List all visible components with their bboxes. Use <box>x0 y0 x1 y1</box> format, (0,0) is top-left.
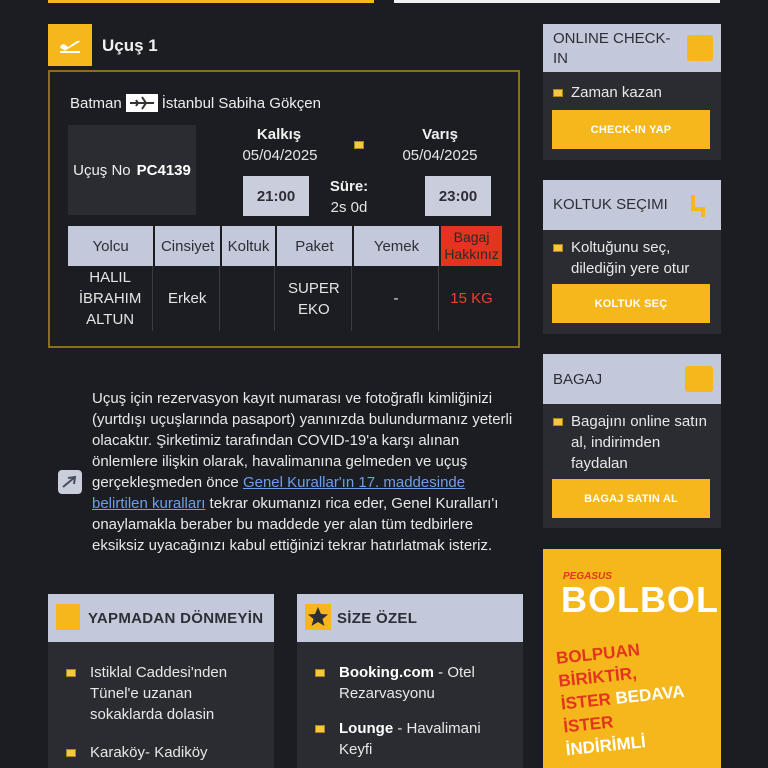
info-text-before: Uçuş için rezervasyon kayıt numarası ve fotoğraflı kimliğinizi (yurtdışı uçuşlarında pasaport) yanınızda bulundurmanız yeterli olacaktır. Şirketimiz tarafından COVID-19'a karşı alınan önlemlere ilişkin olarak, havalimanına gelmeden ve uçuş gerçekleşmeden önce <box>92 390 513 491</box>
special-card <box>297 594 523 768</box>
promo-line3b: BEDAVA <box>614 681 686 708</box>
top-banner-right <box>394 0 720 3</box>
plane-icon <box>126 94 158 112</box>
checkin-card <box>543 24 721 160</box>
seat-title: KOLTUK SEÇIMI <box>553 196 668 213</box>
seat-benefit-text: Koltuğunu seç, dilediğin yere otur <box>571 239 690 277</box>
bolbol-promo-banner[interactable] <box>543 549 721 768</box>
list-item <box>66 742 266 763</box>
promo-line4: İSTER <box>562 712 615 737</box>
col-package: Paket <box>277 226 352 266</box>
baggage-title: BAGAJ <box>553 371 603 388</box>
col-seat: Koltuk <box>222 226 275 266</box>
map-pin-icon <box>56 604 80 630</box>
ticket-icon <box>354 141 364 149</box>
info-text <box>92 388 520 556</box>
route <box>70 94 321 112</box>
plane-info-icon <box>58 470 82 494</box>
dont-miss-card <box>48 594 274 768</box>
departure-date: 05/04/2025 <box>242 147 318 164</box>
col-baggage: Bagaj Hakkınız <box>441 226 502 266</box>
checkin-benefit <box>553 82 662 103</box>
plane-takeoff-icon <box>48 24 92 66</box>
suitcase-icon <box>685 366 713 392</box>
departure-time: 21:00 <box>243 176 309 216</box>
table-row <box>68 266 502 331</box>
promo-brand: BOLBOL <box>561 579 719 620</box>
flight-number: PC4139 <box>136 161 191 179</box>
buy-baggage-button[interactable]: BAGAJ SATIN AL <box>552 479 710 518</box>
passenger-name: HALIL İBRAHIM ALTUN <box>68 266 153 331</box>
flight-section-title: Uçuş 1 <box>102 36 158 55</box>
col-passenger: Yolcu <box>68 226 153 266</box>
list-item <box>66 662 266 725</box>
lounge-name: Lounge <box>339 720 394 737</box>
flight-number-label: Uçuş No <box>73 161 131 179</box>
boarding-pass-icon <box>687 35 713 61</box>
seat-select-button[interactable]: KOLTUK SEÇ <box>552 284 710 323</box>
baggage-benefit <box>553 411 717 474</box>
promo-line5: İNDİRİMLİ <box>564 732 647 760</box>
general-rules-link[interactable]: Genel Kurallar'ın 17. maddesinde belirtilen kuralları <box>92 474 466 512</box>
info-text-after: tekrar okumanızı rica eder, Genel Kuralları'ı onaylamakla beraber bu maddede yer alan tüm tedbirlere eksiksiz uyacağınızı kabul ettiğinizi tekrar hatırlatmak isteriz. <box>92 495 499 554</box>
bullet-icon <box>553 89 563 97</box>
baggage-card <box>543 354 721 528</box>
list-item-text: Karaköy- Kadiköy <box>90 744 208 761</box>
star-icon <box>305 604 331 630</box>
dont-miss-title: YAPMADAN DÖNMEYİN <box>88 610 264 627</box>
duration-value: 2s 0d <box>330 199 368 216</box>
list-item-booking[interactable] <box>315 662 515 704</box>
arrival-label: Varış <box>422 126 458 143</box>
promo-line3a: İSTER <box>560 689 617 714</box>
bullet-icon <box>66 669 76 677</box>
promo-brand-small: PEGASUS <box>563 571 612 582</box>
destination-city: İstanbul Sabiha Gökçen <box>161 94 321 112</box>
arrival-date: 05/04/2025 <box>402 147 478 164</box>
list-item-text: Istiklal Caddesi'nden Tünel'e uzanan sokaklarda dolasin <box>90 664 228 723</box>
special-title: SİZE ÖZEL <box>337 610 418 627</box>
top-banner-left <box>48 0 374 3</box>
checkin-title: ONLINE CHECK-IN <box>553 30 671 67</box>
bullet-icon <box>315 669 325 677</box>
seat-icon <box>687 193 709 219</box>
passenger-package: SUPER EKO <box>277 266 352 331</box>
booking-name: Booking.com <box>339 664 435 681</box>
checkin-benefit-text: Zaman kazan <box>571 84 662 101</box>
origin-city: Batman <box>70 94 122 112</box>
passenger-seat <box>222 266 275 331</box>
seat-card <box>543 180 721 334</box>
baggage-benefit-text: Bagajını online satın al, indirimden faydalan <box>571 413 707 472</box>
passenger-gender: Erkek <box>155 266 220 331</box>
col-meal: Yemek <box>354 226 439 266</box>
promo-line2: BİRİKTİR, <box>557 663 638 691</box>
list-item-lounge[interactable] <box>315 718 515 760</box>
col-gender: Cinsiyet <box>155 226 220 266</box>
duration-label: Süre: <box>329 178 369 195</box>
bullet-icon <box>315 725 325 733</box>
passenger-baggage: 15 KG <box>450 290 493 307</box>
departure-label: Kalkış <box>256 126 302 143</box>
flight-number-box <box>68 125 196 215</box>
passenger-table <box>66 226 504 331</box>
checkin-button[interactable]: CHECK-IN YAP <box>552 110 710 149</box>
booking-desc: - Otel Rezarvasyonu <box>339 664 475 702</box>
bullet-icon <box>66 749 76 757</box>
lounge-desc: - Havalimani Keyfi <box>339 720 481 758</box>
bullet-icon <box>553 244 563 252</box>
bullet-icon <box>553 418 563 426</box>
arrival-time: 23:00 <box>425 176 491 216</box>
seat-benefit <box>553 237 713 279</box>
promo-line1: BOLPUAN <box>555 640 641 668</box>
passenger-meal: - <box>354 266 439 331</box>
